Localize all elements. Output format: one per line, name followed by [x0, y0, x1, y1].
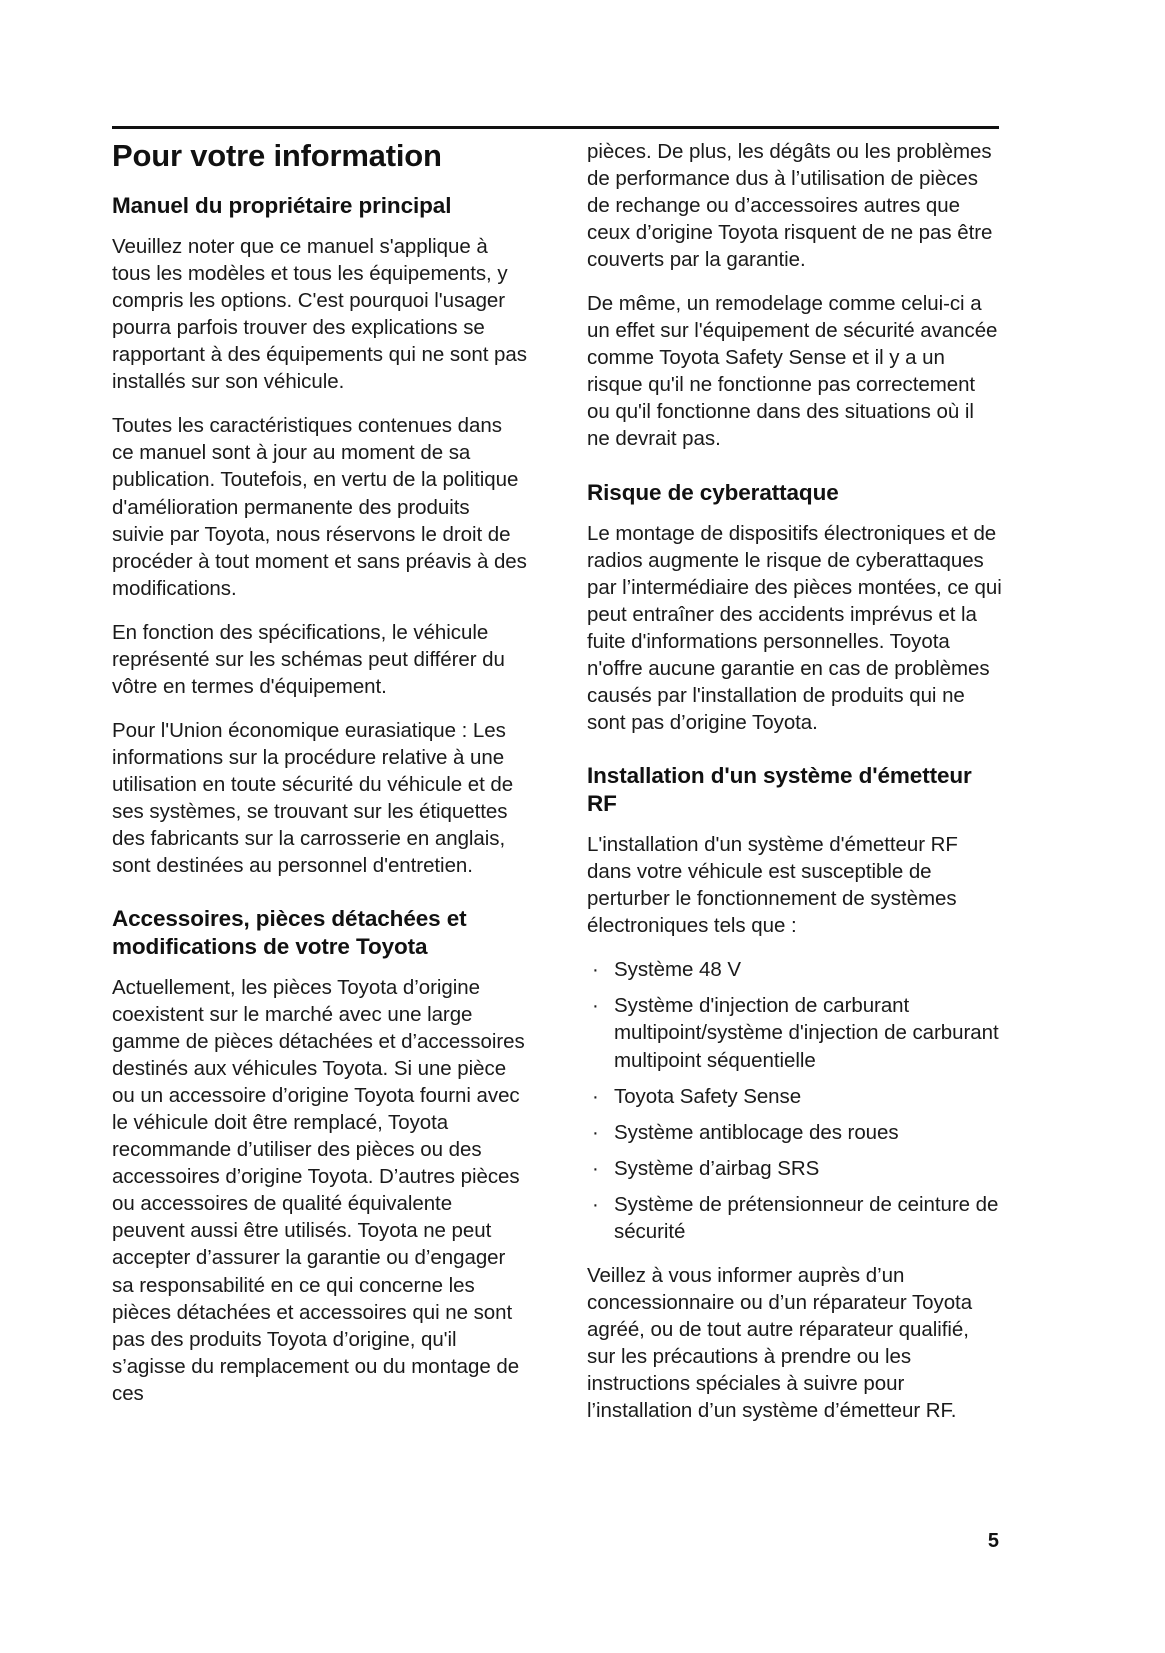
paragraph-manuel-2: Toutes les caractéristiques contenues dans ce manuel sont à jour au moment de sa publication. Toutefois, en vertu de la politique d'amélioration permanente des produits suivie par Toyota, nous réservons le droit de procéder à tout moment et sans préavis à des modifications. — [112, 414, 527, 600]
list-item — [587, 992, 1002, 1073]
list-item — [587, 956, 1002, 983]
bullet-icon: · — [592, 1156, 599, 1180]
paragraph-accessoires-1: Actuellement, les pièces Toyota d’origine coexistent sur le marché avec une large gamme de pièces détachées et d’accessoires destinés aux véhicules Toyota. Si une pièce ou un accessoire d’origine Toyota fourni avec le véhicule doit être remplacé, Toyota recommande d’utiliser des pièces ou des accessoires d’origine Toyota. D’autres pièces ou accessoires de qualité équivalente peuvent aussi être utilisés. Toyota ne peut accepter d’assurer la garantie ou d’engager sa responsabilité en ce qui concerne les pièces détachées et accessoires qui ne sont pas des produits Toyota d’origine, qu'il s’agisse du remplacement ou du montage de ces — [112, 975, 525, 1405]
heading-accessoires: Accessoires, pièces détachées et modifications de votre Toyota — [112, 906, 467, 959]
systems-bullet-list — [587, 956, 1002, 1244]
list-item — [587, 1155, 1002, 1182]
left-column — [112, 138, 527, 1407]
list-item — [587, 1083, 1002, 1110]
paragraph-emetteur-rf: L'installation d'un système d'émetteur RF dans votre véhicule est susceptible de perturber le fonctionnement de systèmes électroniques tels que : — [587, 833, 958, 938]
paragraph-accessoires-continued: pièces. De plus, les dégâts ou les problèmes de performance dus à l’utilisation de pièces de rechange ou d’accessoires autres que ceux d’origine Toyota risquent de ne pas être couverts par la garantie. — [587, 140, 993, 272]
list-item-label: Système 48 V — [614, 958, 742, 982]
list-item-label: Toyota Safety Sense — [614, 1084, 802, 1108]
paragraph-manuel-4: Pour l'Union économique eurasiatique : Les informations sur la procédure relative à une utilisation en toute sécurité du véhicule et de ses systèmes, se trouvant sur les étiquettes des fabricants sur la carrosserie en anglais, sont destinées au personnel d'entretien. — [112, 718, 514, 878]
list-item-label: Système d'injection de carburant multipoint/système d'injection de carburant multipoint séquentielle — [614, 994, 999, 1072]
list-item-label: Système de prétensionneur de ceinture de sécurité — [614, 1192, 999, 1243]
bullet-icon: · — [592, 1120, 599, 1144]
list-item — [587, 1119, 1002, 1146]
list-item-label: Système d’airbag SRS — [614, 1156, 820, 1180]
heading-cyberattaque: Risque de cyberattaque — [587, 479, 839, 505]
paragraph-remodelage: De même, un remodelage comme celui-ci a un effet sur l'équipement de sécurité avancée comme Toyota Safety Sense et il y a un risque qu'il ne fonctionne pas correctement ou qu'il fonctionne dans des situations où il ne devrait pas. — [587, 292, 998, 451]
right-column — [587, 138, 1002, 1424]
page-title: Pour votre information — [112, 138, 442, 173]
bullet-icon: · — [592, 1192, 599, 1216]
heading-manuel-proprietaire: Manuel du propriétaire principal — [112, 192, 452, 218]
bullet-icon: · — [592, 994, 599, 1018]
heading-emetteur-rf: Installation d'un système d'émetteur RF — [587, 763, 972, 816]
paragraph-cyberattaque: Le montage de dispositifs électroniques et de radios augmente le risque de cyberattaques par l’intermédiaire des pièces montées, ce qui peut entraîner des accidents imprévus et la fuite d'informations personnelles. Toyota n'offre aucune garantie en cas de problèmes causés par l'installation de produits qui ne sont pas d’origine Toyota. — [587, 521, 1002, 735]
list-item — [587, 1191, 1002, 1245]
two-column-layout — [112, 138, 1002, 1424]
bullet-icon: · — [592, 958, 599, 982]
paragraph-manuel-3: En fonction des spécifications, le véhicule représenté sur les schémas peut différer du vôtre en termes d'équipement. — [112, 620, 505, 698]
paragraph-veillez-informer: Veillez à vous informer auprès d’un concessionnaire ou d’un réparateur Toyota agréé, ou de tout autre réparateur qualifié, sur les précautions à prendre ou les instructions spéciales à suivre pour l’installation d’un système d’émetteur RF. — [587, 1263, 973, 1423]
paragraph-manuel-1: Veuillez noter que ce manuel s'applique à tous les modèles et tous les équipements, y compris les options. C'est pourquoi l'usager pourra parfois trouver des explications se rapportant à des équipements qui ne sont pas installés sur son véhicule. — [112, 235, 527, 394]
bullet-icon: · — [592, 1084, 599, 1108]
page-number: 5 — [987, 1530, 999, 1552]
list-item-label: Système antiblocage des roues — [614, 1120, 899, 1144]
header-rule — [112, 126, 999, 129]
